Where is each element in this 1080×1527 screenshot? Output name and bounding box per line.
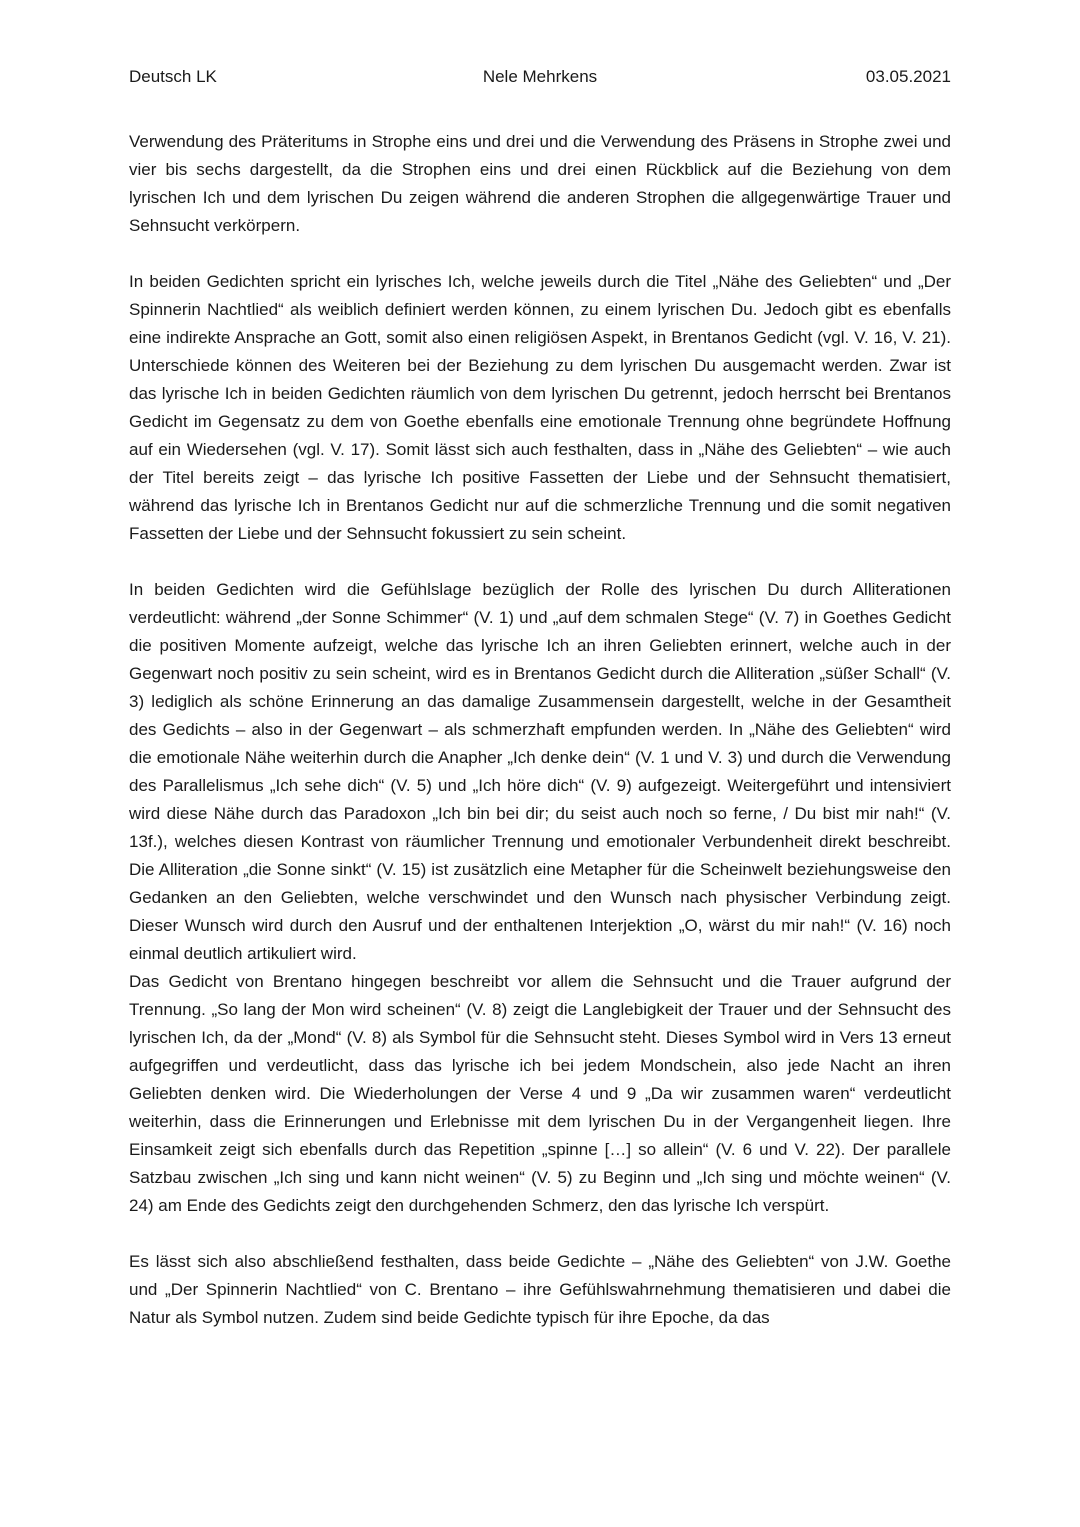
paragraph-5: Es lässt sich also abschließend festhalten, dass beide Gedichte – „Nähe des Geliebten“ von J.W. Goethe und „Der Spinnerin Nachtlied“ von C. Brentano – ihre Gefühlswahrnehmung thematisieren und dabei die Natur als Symbol nutzen. Zudem sind beide Gedichte typisch für ihre Epoche, da das [129, 1252, 951, 1327]
paragraph-3: In beiden Gedichten wird die Gefühlslage bezüglich der Rolle des lyrischen Du durch Alliterationen verdeutlicht: während „der Sonne Schimmer“ (V. 1) und „auf dem schmalen Stege“ (V. 7) in Goethes Gedicht die positiven Momente aufzeigt, welche das lyrische Ich an ihren Geliebten erinnert, welche auch in der Gegenwart noch positiv zu sein scheint, wird es in Brentanos Gedicht durch die Alliteration „süßer Schall“ (V. 3) lediglich als schöne Erinnerung an das damalige Zusammensein dargestellt, welche in der Gesamtheit des Gedichts – also in der Gegenwart – als schmerzhaft empfunden werden. In „Nähe des Geliebten“ wird die emotionale Nähe weiterhin durch die Anapher „Ich denke dein“ (V. 1 und V. 3) und durch die Verwendung des Parallelismus „Ich sehe dich“ (V. 5) und „Ich höre dich“ (V. 9) aufgezeigt. Weitergeführt und intensiviert wird diese Nähe durch das Paradoxon „Ich bin bei dir; du seist auch noch so ferne, / Du bist mir nah!“ (V. 13f.), welches diesen Kontrast von räumlicher Trennung und emotionaler Verbundenheit direkt beschreibt. Die Alliteration „die Sonne sinkt“ (V. 15) ist zusätzlich eine Metapher für die Scheinwelt beziehungsweise den Gedanken an den Geliebten, welche verschwindet und den Wunsch nach physischer Verbindung zeigt. Dieser Wunsch wird durch den Ausruf und der enthaltenen Interjektion „O, wärst du mir nah!“ (V. 16) noch einmal deutlich artikuliert wird. [129, 580, 951, 963]
paragraph-1: Verwendung des Präteritums in Strophe eins und drei und die Verwendung des Präsens in Strophe zwei und vier bis sechs dargestellt, da die Strophen eins und drei einen Rückblick auf die Beziehung von dem lyrischen Ich und dem lyrischen Du zeigen während die anderen Strophen die allgegenwärtige Trauer und Sehnsucht verkörpern. [129, 132, 951, 235]
header-date: 03.05.2021 [865, 67, 951, 86]
page-header [129, 64, 951, 90]
paragraph-2: In beiden Gedichten spricht ein lyrisches Ich, welche jeweils durch die Titel „Nähe des Geliebten“ und „Der Spinnerin Nachtlied“ als weiblich definiert werden können, zu einem lyrischen Du. Jedoch gibt es ebenfalls eine indirekte Ansprache an Gott, somit also einen religiösen Aspekt, in Brentanos Gedicht (vgl. V. 16, V. 21). Unterschiede können des Weiteren bei der Beziehung zu dem lyrischen Du ausgemacht werden. Zwar ist das lyrische Ich in beiden Gedichten räumlich von dem lyrischen Du getrennt, jedoch herrscht bei Brentanos Gedicht im Gegensatz zu dem von Goethe ebenfalls eine emotionale Trennung ohne begründete Hoffnung auf ein Wiedersehen (vgl. V. 17). Somit lässt sich auch festhalten, dass in „Nähe des Geliebten“ – wie auch der Titel bereits zeigt – das lyrische Ich positive Fassetten der Liebe und der Sehnsucht thematisiert, während das lyrische Ich in Brentanos Gedicht nur auf die schmerzliche Trennung und die somit negativen Fassetten der Liebe und der Sehnsucht fokussiert zu sein scheint. [129, 272, 951, 543]
header-subject: Deutsch LK [129, 67, 217, 86]
document-body [129, 128, 951, 1332]
header-author: Nele Mehrkens [482, 67, 598, 86]
paragraph-4: Das Gedicht von Brentano hingegen beschreibt vor allem die Sehnsucht und die Trauer aufgrund der Trennung. „So lang der Mon wird scheinen“ (V. 8) zeigt die Langlebigkeit der Trauer und der Sehnsucht des lyrischen Ich, da der „Mond“ (V. 8) als Symbol für die Sehnsucht steht. Dieses Symbol wird in Vers 13 erneut aufgegriffen und verdeutlicht, dass das lyrische ich bei jedem Mondschein, also jede Nacht an ihren Geliebten denken wird. Die Wiederholungen der Verse 4 und 9 „Da wir zusammen waren“ verdeutlicht weiterhin, dass die Erinnerungen und Erlebnisse mit dem lyrischen Du in der Vergangenheit liegen. Ihre Einsamkeit zeigt sich ebenfalls durch das Repetition „spinne […] so allein“ (V. 6 und V. 22). Der parallele Satzbau zwischen „Ich sing und kann nicht weinen“ (V. 5) zu Beginn und „Ich sing und möchte weinen“ (V. 24) am Ende des Gedichts zeigt den durchgehenden Schmerz, den das lyrische Ich verspürt. [129, 972, 951, 1215]
